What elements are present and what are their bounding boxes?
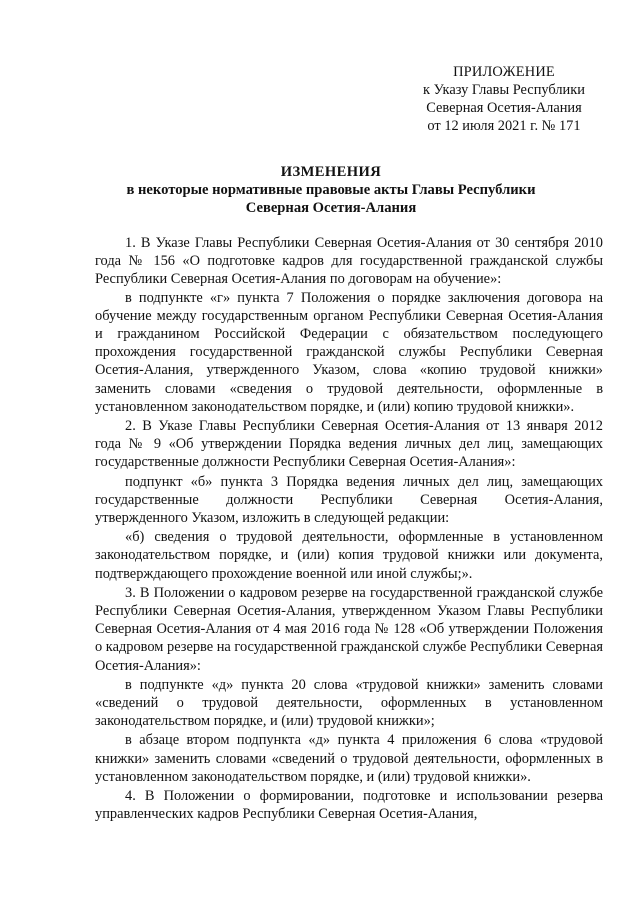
paragraph: 1. В Указе Главы Республики Северная Осетия-Алания от 30 сентября 2010 года № 156 «О подготовке кадров для государственной гражданской службы Республики Северная Осетия-Алания по договорам на обучение»: (95, 235, 603, 288)
paragraph: подпункт «б» пункта 3 Порядка ведения личных дел лиц, замещающих государственные должности Республики Северная Осетия-Алания, утвержденного Указом, изложить в следующей редакции: (95, 473, 603, 527)
paragraph: 3. В Положении о кадровом резерве на государственной гражданской службе Республики Северная Осетия-Алания, утвержденном Указом Главы Республики Северная Осетия-Алания от 4 мая 2016 года № 128 «Об утверждении Положения о кадровом резерве на государственной гражданской службе Республики Северная Осетия-Алания»: (95, 584, 603, 674)
appendix-date-line: от 12 июля 2021 г. № 171 (427, 118, 581, 134)
document-title: ИЗМЕНЕНИЯ (280, 164, 382, 180)
appendix-tag: ПРИЛОЖЕНИЕ (453, 64, 555, 80)
document-body (95, 234, 603, 824)
appendix-line: Северная Осетия-Алания (426, 100, 582, 116)
paragraph: в подпункте «д» пункта 20 слова «трудовой книжки» заменить словами «сведений о трудовой деятельности, оформленных в установленном законодательством порядке, и (или) трудовой книжки»; (95, 676, 603, 730)
appendix-stamp (404, 63, 604, 135)
paragraph: в абзаце втором подпункта «д» пункта 4 приложения 6 слова «трудовой книжки» заменить словами «сведений о трудовой деятельности, оформленных в установленном законодательством порядке, и (или) трудовой книжки». (95, 732, 603, 785)
document-subtitle: в некоторые нормативные правовые акты Главы Республики (126, 182, 536, 198)
paragraph: 4. В Положении о формировании, подготовке и использовании резерва управленческих кадров Республики Северная Осетия-Алания, (95, 788, 603, 823)
appendix-line: к Указу Главы Республики (423, 82, 585, 98)
paragraph: в подпункте «г» пункта 7 Положения о порядке заключения договора на обучение между государственным органом Республики Северная Осетия-Алания и гражданином Российской Федерации с обязательством последующего прохождения государственной гражданской службы Республики Северная Осетия-Алания, утвержденного Указом, слова «копию трудовой книжки» заменить словами «сведения о трудовой деятельности, оформленные в установленном законодательством порядке, и (или) копию трудовой книжки». (95, 289, 603, 415)
document-heading (60, 163, 602, 217)
paragraph: 2. В Указе Главы Республики Северная Осетия-Алания от 13 января 2012 года № 9 «Об утверждении Порядка ведения личных дел лиц, замещающих государственные должности Республики Северная Осетия-Алания»: (95, 418, 603, 471)
document-subtitle: Северная Осетия-Алания (245, 200, 417, 216)
paragraph: «б) сведения о трудовой деятельности, оформленные в установленном законодательством порядке, и (или) копия трудовой книжки или документа, подтверждающего прохождение военной или иной службы;». (95, 529, 603, 582)
